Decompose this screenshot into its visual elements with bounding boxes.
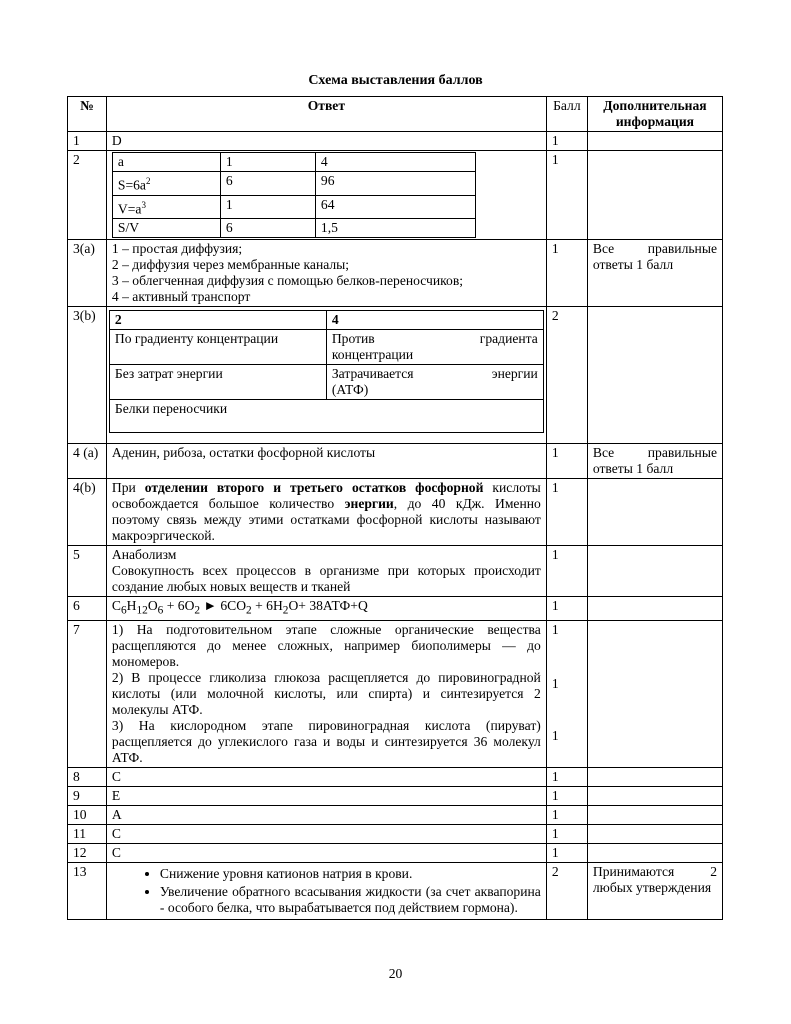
row-score: 1 [546,479,587,546]
formula: S=6a [117,177,146,193]
transport-table [109,310,544,433]
transport-row [109,330,543,365]
formula: V=a [117,201,142,217]
row-info [587,444,722,479]
transport-cell: Белки переносчики [109,400,543,433]
cell-line [332,331,538,347]
formula-part: + 6H [251,598,283,614]
row-answer [106,307,546,444]
ratio-cell: 6 [220,172,315,196]
table-row [68,444,723,479]
ratio-cell: S/V [112,219,220,238]
row-info [587,824,722,843]
transport-row [109,311,543,330]
row-num: 4(b) [68,479,107,546]
row-answer: C [106,824,546,843]
formula-part: O+ 38АТФ+Q [288,598,368,614]
ratio-row [112,172,475,196]
answer-line: Совокупность всех процессов в организме при которых происходит создание любых новых веществ и тканей [111,563,541,595]
ratio-cell: a [112,153,220,172]
row-num: 13 [68,862,107,919]
row-score: 1 [546,805,587,824]
subscript: 12 [136,604,148,617]
formula-part: 6CO [220,598,247,614]
table-row [68,307,723,444]
table-row [68,240,723,307]
row-answer: C [106,843,546,862]
answer-paragraph: 2) В процессе гликолиза глюкоза расщепляется до пировиноградной кислоты (или молочной кислоты, или спирта) и синтезируется 2 молекулы АТФ. [111,669,541,717]
info-word: 2 [710,863,717,879]
cell-line [332,366,538,382]
transport-cell: Без затрат энергии [109,365,326,400]
transport-header: 2 [109,311,326,330]
info-word: правильные [647,241,717,257]
answer-line: 2 – диффузия через мембранные каналы; [111,257,350,273]
cell-line: (АТФ) [331,382,369,398]
row-num: 3(b) [68,307,107,444]
info-word: Все [592,241,615,257]
arrow-icon: ► [200,598,221,614]
table-row [68,132,723,151]
row-num: 8 [68,767,107,786]
row-info [587,307,722,444]
page-title: Схема выставления баллов [308,73,483,88]
info-line [593,241,717,257]
header-info: Дополнительная информация [587,97,722,132]
list-item: • Снижение уровня катионов натрия в крови. [160,866,541,882]
table-header-row [68,97,723,132]
formula-part: O [147,598,158,614]
score-line: 1 [551,621,559,637]
superscript: 2 [145,176,151,186]
subscript: 6 [120,604,127,617]
info-line [593,445,717,461]
row-answer: D [106,132,546,151]
row-num: 10 [68,805,107,824]
formula-part: C [111,598,121,614]
row-num: 6 [68,597,107,621]
row-score: 1 [546,240,587,307]
row-num: 4 (a) [68,444,107,479]
subscript: 6 [157,604,164,617]
info-line [593,864,717,880]
transport-cell [326,330,543,365]
bold-text: отделении второго и третьего остатков фосфорной [144,480,484,496]
ratio-cell: 96 [315,172,475,196]
table-row [68,843,723,862]
row-score: 1 [546,843,587,862]
row-answer: Аденин, рибоза, остатки фосфорной кислоты [106,444,546,479]
row-answer [106,862,546,919]
row-answer [106,620,546,767]
row-answer [106,240,546,307]
table-row [68,786,723,805]
text-span: , до 40 кДж. Именно поэтому связь между этими остатками фосфорной кислоты называют макроэргической. [111,496,541,544]
row-score: 1 [546,824,587,843]
cell-word: Затрачивается [331,366,414,382]
row-info [587,479,722,546]
ratio-cell [112,172,220,196]
text-span: При [111,480,145,496]
ratio-row [112,195,475,219]
info-word: правильные [647,445,717,461]
row-info [587,786,722,805]
row-score: 2 [546,862,587,919]
row-score: 1 [546,546,587,597]
subscript: 2 [282,604,289,617]
row-answer [106,479,546,546]
header-num: № [68,97,107,132]
header-score: Балл [546,97,587,132]
answer-paragraph: 3) На кислородном этапе пировиноградная кислота (пируват) расщепляется до углекислого газа и воды и синтезируется 36 молекул АТФ. [111,717,541,765]
table-row [68,479,723,546]
ratio-row [112,219,475,238]
table-row [68,620,723,767]
cell-line: концентрации [331,347,414,363]
row-num: 2 [68,151,107,240]
cell-word: Против [331,331,375,347]
row-num: 9 [68,786,107,805]
bullet-list [112,866,541,916]
answer-paragraph: 1) На подготовительном этапе сложные органические вещества расщепляются до менее сложных, например биополимеры — до мономеров. [111,621,541,669]
table-row [68,767,723,786]
transport-row [109,365,543,400]
row-info [587,843,722,862]
row-answer [106,546,546,597]
superscript: 3 [141,199,146,210]
formula-part: H [126,598,137,614]
row-info [587,151,722,240]
info-line: любых утверждения [592,879,712,895]
score-line: 1 [551,727,559,743]
row-info [587,767,722,786]
info-word: Все [592,445,615,461]
transport-header: 4 [326,311,543,330]
answer-line: 3 – облегченная диффузия с помощью белков-переносчиков; [111,273,464,289]
transport-cell: По градиенту концентрации [109,330,326,365]
row-score: 1 [546,597,587,621]
row-info [587,546,722,597]
scoring-table [67,96,723,920]
row-num: 1 [68,132,107,151]
table-row [68,151,723,240]
row-score: 1 [546,767,587,786]
row-info [587,240,722,307]
cell-word: энергии [491,366,538,382]
row-answer [106,151,546,240]
table-row [68,862,723,919]
list-item: • Увеличение обратного всасывания жидкости (за счет аквапорина - особого белка, что вырабатывается под действием гормона). [160,884,541,916]
row-answer: E [106,786,546,805]
table-row [68,546,723,597]
row-score [546,620,587,767]
score-line: 1 [551,675,559,691]
info-line: ответы 1 балл [592,257,674,273]
row-score: 1 [546,132,587,151]
answer-line: 1 – простая диффузия; [111,241,243,257]
row-info [587,862,722,919]
header-answer: Ответ [106,97,546,132]
row-num: 12 [68,843,107,862]
ratio-cell: 6 [220,219,315,238]
row-answer: C [106,767,546,786]
bold-text: энергии [344,496,394,512]
ratio-cell: 64 [315,195,475,219]
row-num: 7 [68,620,107,767]
subscript: 2 [194,604,201,617]
answer-line: Анаболизм [111,547,177,563]
table-row [68,597,723,621]
row-info [587,805,722,824]
row-info [587,620,722,767]
ratio-cell: 4 [315,153,475,172]
row-answer: A [106,805,546,824]
subscript: 2 [246,604,252,617]
cell-word: градиента [479,331,538,347]
row-answer [106,597,546,621]
info-word: Принимаются [592,863,675,879]
row-num: 3(a) [68,240,107,307]
row-score: 1 [546,151,587,240]
answer-line: 4 – активный транспорт [111,289,251,305]
row-num: 11 [68,824,107,843]
row-score: 1 [546,786,587,805]
row-score: 2 [546,307,587,444]
page-number: 20 [388,966,403,981]
transport-row [109,400,543,433]
ratio-cell [112,195,220,219]
ratio-row [112,153,475,172]
ratio-cell: 1,5 [315,219,475,238]
ratio-table [112,152,476,238]
table-row [68,824,723,843]
info-line: ответы 1 балл [592,461,674,477]
ratio-cell: 1 [220,195,315,219]
row-num: 5 [68,546,107,597]
row-info [587,132,722,151]
transport-cell [326,365,543,400]
table-row [68,805,723,824]
text-span: кислоты освобождается большое количество [111,480,541,512]
row-info [587,597,722,621]
ratio-cell: 1 [220,153,315,172]
row-score: 1 [546,444,587,479]
formula-part: + 6O [163,598,195,614]
